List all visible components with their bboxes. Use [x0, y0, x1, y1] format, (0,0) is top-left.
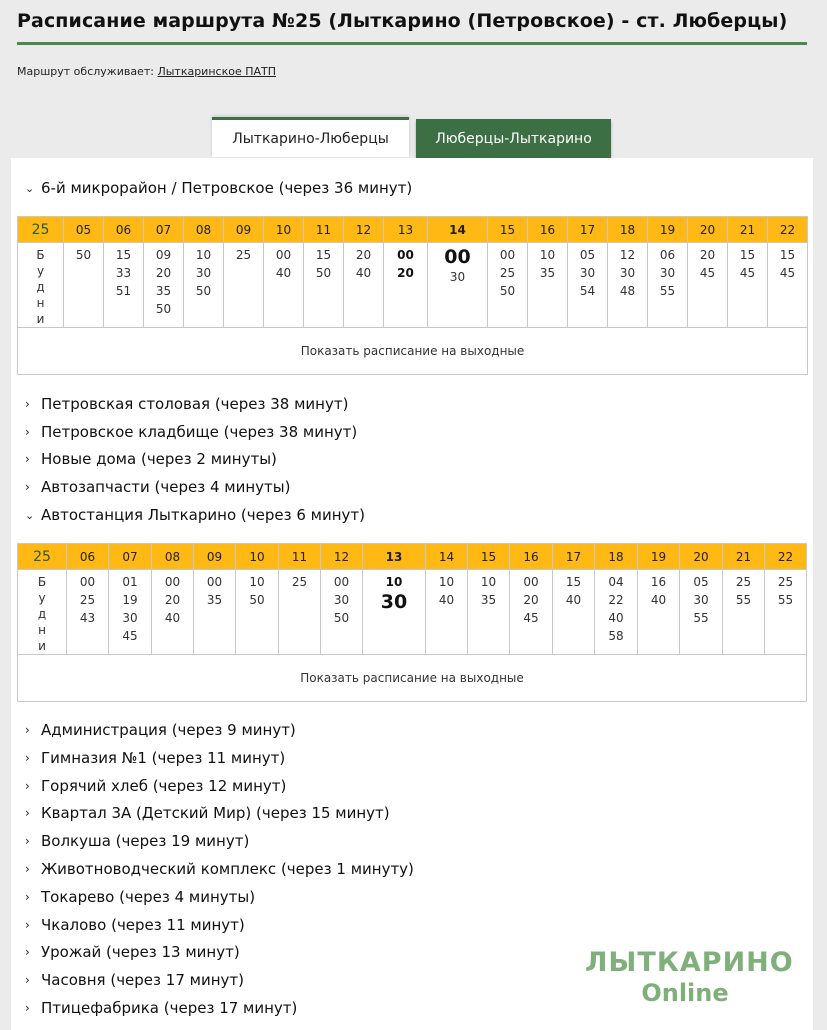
chevron-right-icon: ›: [25, 424, 30, 439]
title-divider: [17, 42, 807, 45]
minutes-cell: 00 25 50: [488, 243, 528, 328]
minutes-cell: 16 40: [638, 570, 680, 655]
hour-cell: 06: [67, 544, 109, 570]
hour-cell: 15: [468, 544, 510, 570]
stop-item[interactable]: [25, 860, 414, 878]
chevron-right-icon: ›: [25, 945, 30, 960]
stop-item-expanded[interactable]: [25, 179, 412, 197]
weekend-schedule-link[interactable]: Показать расписание на выходные: [18, 655, 807, 702]
stop-label: Урожай (через 13 минут): [41, 943, 240, 962]
minutes-cell: 00 20 45: [510, 570, 553, 655]
stop-item[interactable]: [25, 423, 357, 441]
minutes-cell: 06 30 55: [648, 243, 688, 328]
stop-item[interactable]: [25, 916, 245, 934]
hour-cell: 13: [384, 217, 428, 243]
page-title: Расписание маршрута №25 (Лыткарино (Петровское) - ст. Люберцы): [17, 10, 788, 32]
hour-cell: 10: [264, 217, 304, 243]
chevron-right-icon: ›: [25, 723, 30, 737]
stop-label: Горячий хлеб (через 12 минут): [41, 776, 287, 795]
schedule-table-1: [17, 216, 808, 375]
stop-label: Автостанция Лыткарино (через 6 минут): [41, 506, 365, 524]
hour-cell: 11: [279, 544, 321, 570]
stop-label: 6-й микрорайон / Петровское (через 36 минут): [41, 179, 413, 197]
hour-cell: 13: [363, 544, 426, 570]
weekend-row: [18, 328, 808, 375]
hour-cell: 14: [426, 544, 468, 570]
minutes-cell: 00 20 40: [152, 570, 194, 655]
day-type-cell: Б у д н и: [18, 243, 64, 328]
hour-cell: 22: [768, 217, 808, 243]
stop-label: Животноводческий комплекс (через 1 минуту): [41, 860, 414, 878]
hour-cell: 19: [648, 217, 688, 243]
operator-info: [17, 65, 276, 78]
minutes-cell: 10 35: [528, 243, 568, 328]
minutes-cell: 25: [224, 243, 264, 328]
hour-cell: 20: [688, 217, 728, 243]
minutes-cell: 15 45: [728, 243, 768, 328]
hour-cell: 08: [184, 217, 224, 243]
minutes-cell: 00 35: [194, 570, 236, 655]
route-number-cell: 25: [18, 544, 67, 570]
minutes-cell: 00 25 43: [67, 570, 109, 655]
route-number-cell: 25: [18, 217, 64, 243]
site-logo: [585, 947, 794, 1007]
chevron-right-icon: ›: [25, 973, 30, 988]
minutes-cell: 12 30 48: [608, 243, 648, 328]
chevron-right-icon: ›: [25, 452, 30, 467]
hour-cell: 10: [236, 544, 279, 570]
hour-cell: 19: [638, 544, 680, 570]
logo-line-1: ЛЫТКАРИНО: [585, 947, 794, 978]
stop-label: Чкалово (через 11 минут): [41, 915, 245, 934]
stop-item[interactable]: [25, 395, 348, 413]
chevron-right-icon: ›: [25, 778, 30, 793]
minutes-cell: 50: [64, 243, 104, 328]
minutes-cell: 15 40: [553, 570, 595, 655]
weekend-schedule-link[interactable]: Показать расписание на выходные: [18, 328, 808, 375]
hour-cell: 09: [224, 217, 264, 243]
logo-line-2: Online: [641, 979, 729, 1007]
hour-cell: 16: [510, 544, 553, 570]
hours-row: [18, 544, 807, 570]
minutes-cell: 25 55: [765, 570, 807, 655]
hour-cell: 21: [728, 217, 768, 243]
weekend-row: [18, 655, 807, 702]
stop-label: Гимназия №1 (через 11 минут): [41, 748, 286, 767]
stop-label: Новые дома (через 2 минуты): [41, 450, 277, 469]
stop-item[interactable]: [25, 777, 286, 795]
hour-cell: 05: [64, 217, 104, 243]
stop-label: Петровская столовая (через 38 минут): [41, 395, 349, 413]
minutes-cell: 10 35: [468, 570, 510, 655]
hour-cell: 17: [568, 217, 608, 243]
chevron-right-icon: ›: [25, 750, 30, 765]
hour-cell: 07: [109, 544, 152, 570]
chevron-right-icon: ›: [25, 862, 30, 876]
stop-item[interactable]: [25, 749, 285, 767]
stop-item[interactable]: [25, 888, 255, 906]
chevron-right-icon: ›: [25, 806, 30, 821]
minutes-cell: 10 40: [426, 570, 468, 655]
chevron-right-icon: ›: [25, 1001, 30, 1015]
chevron-down-icon: ⌄: [25, 508, 35, 522]
stop-item[interactable]: [25, 478, 290, 496]
minutes-cell: 10 30 50: [184, 243, 224, 328]
stop-item[interactable]: [25, 804, 390, 822]
hour-cell: 11: [304, 217, 344, 243]
chevron-right-icon: ›: [25, 889, 30, 904]
minutes-row: [18, 243, 808, 328]
hour-cell: 06: [104, 217, 144, 243]
chevron-right-icon: ›: [25, 834, 30, 849]
stop-item[interactable]: [25, 943, 240, 961]
minutes-cell: 05 30 55: [680, 570, 723, 655]
stop-label: Автозапчасти (через 4 минуты): [41, 478, 291, 497]
hour-cell: 20: [680, 544, 723, 570]
chevron-right-icon: ›: [25, 397, 30, 411]
minutes-cell: 00 30: [428, 243, 488, 328]
hour-cell: 12: [321, 544, 363, 570]
minutes-cell: 10 50: [236, 570, 279, 655]
hour-cell: 18: [595, 544, 638, 570]
minutes-cell: 04 22 40 58: [595, 570, 638, 655]
stop-label: Петровское кладбище (через 38 минут): [41, 422, 358, 441]
minutes-cell: 09 20 35 50: [144, 243, 184, 328]
stop-item[interactable]: [25, 999, 297, 1017]
stop-label: Квартал 3А (Детский Мир) (через 15 минут): [41, 804, 390, 823]
minutes-cell: 00 20: [384, 243, 428, 328]
stop-label: Волкуша (через 19 минут): [41, 832, 250, 851]
stop-label: Птицефабрика (через 17 минут): [41, 999, 298, 1017]
operator-link[interactable]: Лыткаринское ПАТП: [157, 65, 276, 78]
minutes-cell: 00 30 50: [321, 570, 363, 655]
hour-cell: 12: [344, 217, 384, 243]
stop-item[interactable]: [25, 832, 249, 850]
day-type-cell: Б у д н и: [18, 570, 67, 655]
minutes-cell: 15 50: [304, 243, 344, 328]
hour-cell: 16: [528, 217, 568, 243]
stop-item-expanded[interactable]: [25, 506, 365, 524]
minutes-cell: 05 30 54: [568, 243, 608, 328]
hour-cell: 08: [152, 544, 194, 570]
minutes-cell: 20 40: [344, 243, 384, 328]
minutes-cell: 01 19 30 45: [109, 570, 152, 655]
hour-cell: 07: [144, 217, 184, 243]
minutes-row: [18, 570, 807, 655]
tab-lyubertsy-lytkarino[interactable]: Люберцы-Лыткарино: [416, 119, 611, 158]
minutes-cell: 25: [279, 570, 321, 655]
chevron-right-icon: ›: [25, 480, 30, 495]
schedule-table-2: [17, 543, 807, 702]
hour-cell: 18: [608, 217, 648, 243]
hour-cell: 21: [723, 544, 765, 570]
minutes-cell: 10 30: [363, 570, 426, 655]
stop-item[interactable]: [25, 450, 277, 468]
hour-cell: 17: [553, 544, 595, 570]
hour-cell: 22: [765, 544, 807, 570]
stop-item[interactable]: [25, 721, 296, 739]
chevron-down-icon: ⌄: [25, 181, 35, 195]
hour-cell: 09: [194, 544, 236, 570]
operator-label: Маршрут обслуживает:: [17, 65, 154, 78]
stop-item[interactable]: [25, 971, 244, 989]
hour-cell: 14: [428, 217, 488, 243]
stop-label: Администрация (через 9 минут): [41, 721, 296, 739]
hour-cell: 15: [488, 217, 528, 243]
tab-lytkarino-lyubertsy[interactable]: Лыткарино-Люберцы: [212, 117, 409, 157]
minutes-cell: 15 45: [768, 243, 808, 328]
minutes-cell: 00 40: [264, 243, 304, 328]
stop-label: Часовня (через 17 минут): [41, 971, 244, 990]
hours-row: [18, 217, 808, 243]
stop-label: Токарево (через 4 минуты): [41, 887, 256, 906]
minutes-cell: 25 55: [723, 570, 765, 655]
chevron-right-icon: ›: [25, 917, 30, 932]
minutes-cell: 20 45: [688, 243, 728, 328]
minutes-cell: 15 33 51: [104, 243, 144, 328]
